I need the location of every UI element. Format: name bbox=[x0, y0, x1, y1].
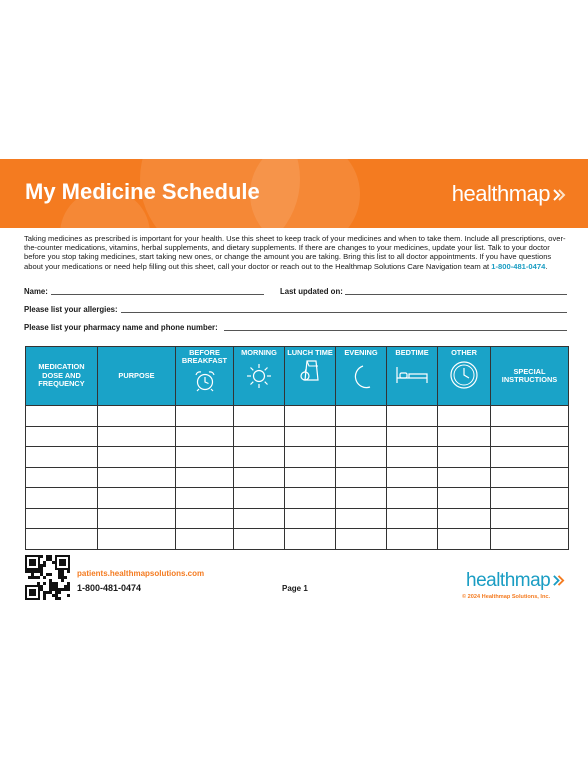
table-cell[interactable] bbox=[438, 508, 491, 529]
table-cell[interactable] bbox=[336, 426, 387, 447]
table-cell[interactable] bbox=[285, 426, 336, 447]
footer-phone[interactable]: 1-800-481-0474 bbox=[77, 583, 142, 593]
table-cell[interactable] bbox=[336, 529, 387, 550]
table-cell[interactable] bbox=[176, 467, 234, 488]
table-row bbox=[26, 508, 569, 529]
table-cell[interactable] bbox=[234, 467, 285, 488]
table-cell[interactable] bbox=[387, 467, 438, 488]
table-cell[interactable] bbox=[491, 529, 569, 550]
clock-icon bbox=[449, 360, 479, 390]
page-number: Page 1 bbox=[282, 584, 308, 593]
name-label: Name: bbox=[24, 287, 48, 296]
last-updated-label: Last updated on: bbox=[280, 287, 343, 296]
logo-text: healthmap bbox=[466, 570, 551, 591]
table-cell[interactable] bbox=[98, 488, 176, 509]
pharmacy-field[interactable] bbox=[224, 330, 567, 331]
col-header-evening: EVENING bbox=[336, 347, 387, 406]
table-cell[interactable] bbox=[234, 529, 285, 550]
table-cell[interactable] bbox=[234, 426, 285, 447]
table-cell[interactable] bbox=[285, 406, 336, 427]
logo-arrows-icon bbox=[552, 182, 566, 208]
table-cell[interactable] bbox=[491, 467, 569, 488]
table-cell[interactable] bbox=[387, 447, 438, 468]
table-cell[interactable] bbox=[26, 508, 98, 529]
last-updated-field[interactable] bbox=[345, 294, 567, 295]
intro-phone-link[interactable]: 1-800-481-0474 bbox=[491, 261, 546, 271]
table-cell[interactable] bbox=[176, 488, 234, 509]
table-cell[interactable] bbox=[176, 426, 234, 447]
table-cell[interactable] bbox=[26, 447, 98, 468]
table-row bbox=[26, 467, 569, 488]
col-header-purpose: PURPOSE bbox=[98, 347, 176, 406]
table-cell[interactable] bbox=[438, 406, 491, 427]
table-cell[interactable] bbox=[26, 467, 98, 488]
table-cell[interactable] bbox=[98, 447, 176, 468]
alarm-clock-icon bbox=[193, 370, 217, 392]
col-header-lunch-time: LUNCH TIME bbox=[285, 347, 336, 406]
logo-arrows-icon bbox=[552, 574, 565, 587]
table-cell[interactable] bbox=[98, 529, 176, 550]
sun-icon bbox=[246, 363, 272, 389]
table-cell[interactable] bbox=[285, 447, 336, 468]
table-cell[interactable] bbox=[336, 467, 387, 488]
table-cell[interactable] bbox=[491, 447, 569, 468]
intro-paragraph bbox=[24, 234, 568, 271]
table-cell[interactable] bbox=[387, 406, 438, 427]
table-cell[interactable] bbox=[234, 406, 285, 427]
col-header-before-breakfast: BEFORE BREAKFAST bbox=[176, 347, 234, 406]
table-cell[interactable] bbox=[98, 406, 176, 427]
lunch-bag-icon bbox=[299, 358, 321, 382]
table-cell[interactable] bbox=[98, 467, 176, 488]
col-header-other: OTHER bbox=[438, 347, 491, 406]
table-cell[interactable] bbox=[285, 488, 336, 509]
col-header-medication: MEDICATION DOSE AND FREQUENCY bbox=[26, 347, 98, 406]
table-cell[interactable] bbox=[26, 426, 98, 447]
table-cell[interactable] bbox=[491, 488, 569, 509]
col-header-bedtime: BEDTIME bbox=[387, 347, 438, 406]
copyright-text: © 2024 Healthmap Solutions, Inc. bbox=[462, 594, 551, 600]
table-cell[interactable] bbox=[285, 529, 336, 550]
table-cell[interactable] bbox=[285, 467, 336, 488]
table-cell[interactable] bbox=[387, 508, 438, 529]
col-header-special-instructions: SPECIAL INSTRUCTIONS bbox=[491, 347, 569, 406]
table-cell[interactable] bbox=[491, 508, 569, 529]
table-cell[interactable] bbox=[387, 529, 438, 550]
qr-code-icon[interactable] bbox=[25, 555, 70, 600]
table-row bbox=[26, 426, 569, 447]
bed-icon bbox=[395, 365, 429, 385]
table-cell[interactable] bbox=[438, 529, 491, 550]
table-row bbox=[26, 406, 569, 427]
table-cell[interactable] bbox=[176, 406, 234, 427]
moon-icon bbox=[348, 363, 374, 391]
table-cell[interactable] bbox=[234, 447, 285, 468]
table-cell[interactable] bbox=[336, 406, 387, 427]
table-cell[interactable] bbox=[176, 529, 234, 550]
table-cell[interactable] bbox=[176, 447, 234, 468]
table-cell[interactable] bbox=[438, 426, 491, 447]
decorative-circle bbox=[250, 159, 360, 228]
table-header-row bbox=[26, 347, 569, 406]
table-cell[interactable] bbox=[285, 508, 336, 529]
table-cell[interactable] bbox=[26, 529, 98, 550]
table-cell[interactable] bbox=[438, 488, 491, 509]
healthmap-logo-footer bbox=[466, 570, 565, 592]
table-cell[interactable] bbox=[491, 426, 569, 447]
intro-end: . bbox=[545, 261, 548, 271]
table-cell[interactable] bbox=[387, 426, 438, 447]
table-cell[interactable] bbox=[98, 508, 176, 529]
table-cell[interactable] bbox=[98, 426, 176, 447]
allergies-field[interactable] bbox=[121, 312, 567, 313]
table-cell[interactable] bbox=[176, 508, 234, 529]
table-row bbox=[26, 447, 569, 468]
allergies-label: Please list your allergies: bbox=[24, 305, 118, 314]
table-row bbox=[26, 488, 569, 509]
intro-text: Taking medicines as prescribed is important for your health. Use this sheet to keep track of your medicines and when to take them. Include all prescriptions, over-the-counter medications, vitamins, herbal supplements, and dietary supplements. If there are changes to your medicines, update your list. Talk to your doctor before you stop taking medicines, start taking new ones, or change the amount you are taking. Bring this list to all doctor appointments. If you have questions about your medications or need help filling out this sheet, call your doctor or reach out to the Healthmap Solutions Care Navigation team at bbox=[24, 234, 566, 271]
pharmacy-label: Please list your pharmacy name and phone number: bbox=[24, 323, 218, 332]
table-cell[interactable] bbox=[336, 447, 387, 468]
table-cell[interactable] bbox=[387, 488, 438, 509]
table-cell[interactable] bbox=[438, 467, 491, 488]
name-field[interactable] bbox=[51, 294, 264, 295]
col-header-morning: MORNING bbox=[234, 347, 285, 406]
footer-url-link[interactable]: patients.healthmapsolutions.com bbox=[77, 569, 205, 578]
table-row bbox=[26, 529, 569, 550]
table-cell[interactable] bbox=[26, 488, 98, 509]
table-cell[interactable] bbox=[234, 508, 285, 529]
healthmap-logo bbox=[452, 181, 566, 208]
table-cell[interactable] bbox=[234, 488, 285, 509]
page-title: My Medicine Schedule bbox=[25, 179, 260, 204]
table-cell[interactable] bbox=[491, 406, 569, 427]
table-cell[interactable] bbox=[336, 508, 387, 529]
logo-text: healthmap bbox=[451, 181, 550, 206]
table-cell[interactable] bbox=[26, 406, 98, 427]
table-cell[interactable] bbox=[336, 488, 387, 509]
table-cell[interactable] bbox=[438, 447, 491, 468]
medicine-schedule-table bbox=[25, 346, 569, 550]
header-banner bbox=[0, 159, 588, 228]
